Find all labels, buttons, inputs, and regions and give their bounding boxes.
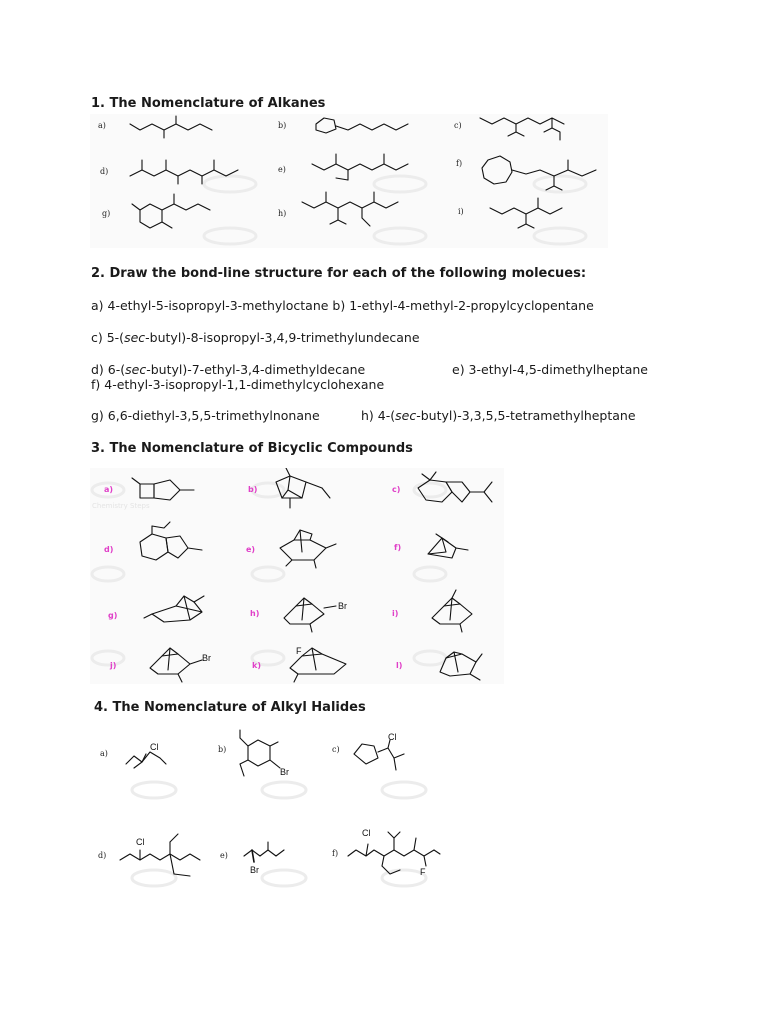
atom-label-cl-f: Cl: [362, 828, 371, 838]
atom-label-f-f: F: [420, 867, 426, 877]
structure-alkane-a: [130, 116, 212, 138]
section-1-heading: 1. The Nomenclature of Alkanes: [91, 96, 326, 111]
atom-label-cl-c: Cl: [388, 732, 397, 742]
bicyclic-label-b: b): [248, 485, 258, 494]
bicyclic-label-h: h): [250, 609, 260, 618]
structure-bicyclic-d: [140, 522, 202, 560]
alkane-label-h: h): [278, 209, 287, 218]
halide-label-c: c): [332, 745, 340, 754]
compound-line-d: d) 6-(sec-butyl)-7-ethyl-3,4-dimethyldecane: [91, 362, 366, 377]
structure-alkane-d: [130, 160, 238, 184]
halide-label-a: a): [100, 749, 108, 758]
halide-label-b: b): [218, 745, 227, 754]
bicyclic-label-c: c): [392, 485, 401, 494]
structure-bicyclic-i: [432, 590, 472, 632]
alkane-label-e: e): [278, 165, 286, 174]
halide-label-e: e): [220, 851, 228, 860]
structure-halide-c: [354, 732, 404, 770]
structure-bicyclic-j: [150, 648, 211, 682]
bicyclic-label-j: j): [110, 661, 117, 670]
structure-alkane-b: [316, 118, 408, 133]
bicyclic-figure: [90, 468, 504, 684]
alkane-label-d: d): [100, 167, 109, 176]
atom-label-cl-a: Cl: [150, 742, 159, 752]
alkane-label-i: i): [458, 207, 464, 216]
alkyl-halides-figure: [94, 728, 450, 892]
section-4-heading: 4. The Nomenclature of Alkyl Halides: [94, 700, 366, 715]
compound-line-c: c) 5-(sec-butyl)-8-isopropyl-3,4,9-trimethylundecane: [91, 330, 420, 345]
section-3-heading: 3. The Nomenclature of Bicyclic Compounds: [91, 441, 413, 456]
compound-line-h: h) 4-(sec-butyl)-3,3,5,5-tetramethylheptane: [361, 408, 636, 423]
bicyclic-label-d: d): [104, 545, 114, 554]
bicyclic-label-i: i): [392, 609, 399, 618]
watermark-text: Chemistry Steps: [92, 502, 150, 510]
structure-alkane-h: [302, 192, 398, 226]
atom-label-br-e: Br: [250, 865, 259, 875]
structure-bicyclic-e: [280, 530, 336, 568]
halide-label-f: f): [332, 849, 339, 858]
structure-bicyclic-h: [284, 598, 347, 632]
atom-label-cl-d: Cl: [136, 837, 145, 847]
structure-halide-b: [240, 730, 289, 777]
structure-alkane-c: [480, 118, 564, 140]
bicyclic-label-l: l): [396, 661, 403, 670]
bicyclic-structures: [90, 468, 504, 684]
compound-line-f: f) 4-ethyl-3-isopropyl-1,1-dimethylcyclohexane: [91, 377, 385, 392]
atom-label-br-b: Br: [280, 767, 289, 777]
compound-line-ab: a) 4-ethyl-5-isopropyl-3-methyloctane b) 1-ethyl-4-methyl-2-propylcyclopentane: [91, 298, 594, 313]
bicyclic-label-a: a): [104, 485, 114, 494]
alkyl-halides-structures: [94, 728, 450, 892]
structure-bicyclic-f: [428, 534, 468, 558]
atom-label-br-j: Br: [202, 653, 211, 663]
structure-alkane-g: [132, 194, 210, 228]
atom-label-f-k: F: [296, 646, 302, 656]
structure-bicyclic-g: [144, 596, 204, 622]
section-2-heading: 2. Draw the bond-line structure for each of the following molecues:: [91, 266, 587, 281]
alkanes-figure: [90, 114, 608, 248]
halide-label-d: d): [98, 851, 107, 860]
structure-alkane-f: [482, 156, 596, 190]
bicyclic-label-k: k): [252, 661, 261, 670]
structure-bicyclic-k: [290, 646, 346, 682]
alkanes-structures: [90, 114, 608, 248]
alkane-label-g: g): [102, 209, 111, 218]
alkane-label-f: f): [456, 159, 463, 168]
alkane-label-c: c): [454, 121, 462, 130]
compound-line-e: e) 3-ethyl-4,5-dimethylheptane: [452, 362, 648, 377]
bicyclic-label-g: g): [108, 611, 118, 620]
structure-alkane-i: [490, 198, 562, 228]
structure-halide-a: [126, 742, 166, 768]
alkane-label-b: b): [278, 121, 287, 130]
structure-bicyclic-a: [132, 478, 194, 500]
bicyclic-label-f: f): [394, 543, 402, 552]
bicyclic-label-e: e): [246, 545, 256, 554]
atom-label-br-h: Br: [338, 601, 347, 611]
compound-line-g: g) 6,6-diethyl-3,5,5-trimethylnonane: [91, 408, 320, 423]
alkane-label-a: a): [98, 121, 106, 130]
